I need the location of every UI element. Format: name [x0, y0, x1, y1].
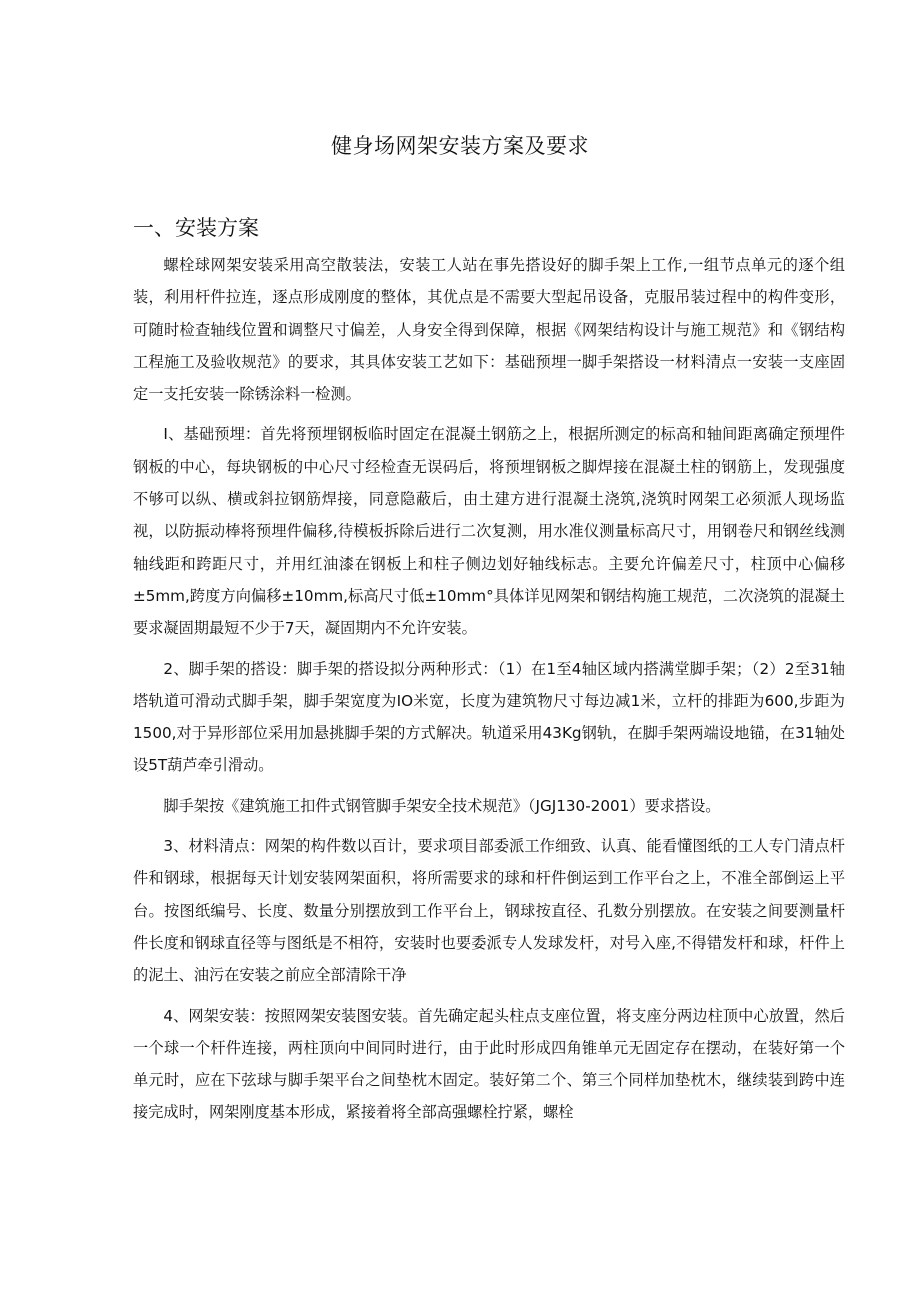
section-heading: 一、安装方案 [133, 216, 259, 240]
document-body [133, 249, 845, 1129]
paragraph-scaffold-standard: 脚手架按《建筑施工扣件式钢管脚手架安全技术规范》（JGJ130-2001）要求搭设。 [163, 796, 721, 815]
paragraph-foundation: I、基础预埋：首先将预埋钢板临时固定在混凝土钢筋之上，根据所测定的标高和轴间距离确定预埋件钢板的中心，每块钢板的中心尺寸经检查无误码后，将预埋钢板之脚焊接在混凝土柱的钢筋上，发现强度不够可以纵、横或斜拉钢筋焊接，同意隐蔽后，由土建方进行混凝土浇筑,浇筑时网架工必须派人现场监视，以防振动棒将预埋件偏移,待模板拆除后进行二次复测，用水准仪测量标高尺寸，用钢卷尺和钢丝线测轴线距和跨距尺寸，并用红油漆在钢板上和柱子侧边划好轴线标志。主要允许偏差尺寸，柱顶中心偏移±5mm,跨度方向偏移±10mm,标高尺寸低±10mm°具体详见网架和钢结构施工规范，二次浇筑的混凝土要求凝固期最短不少于7天，凝固期内不允许安装。 [133, 425, 845, 638]
paragraph-installation: 4、网架安装：按照网架安装图安装。首先确定起头柱点支座位置，将支座分两边柱顶中心放置，然后一个球一个杆件连接，两柱顶向中间同时进行，由于此时形成四角锥单元无固定存在摆动，在装好第一个单元时，应在下弦球与脚手架平台之间垫枕木固定。装好第二个、第三个同样加垫枕木，继续装到跨中连接完成时，网架刚度基本形成，紧接着将全部高强螺栓拧紧，螺栓 [133, 1006, 845, 1122]
document-title: 健身场网架安装方案及要求 [331, 134, 589, 158]
paragraph-intro: 螺栓球网架安装采用高空散装法，安装工人站在事先搭设好的脚手架上工作,一组节点单元的逐个组装，利用杆件拉连，逐点形成刚度的整体，其优点是不需要大型起吊设备，克服吊装过程中的构件变形，可随时检查轴线位置和调整尺寸偏差，人身安全得到保障，根据《网架结构设计与施工规范》和《钢结构工程施工及验收规范》的要求，其具体安装工艺如下：基础预埋一脚手架搭设一材料清点一安装一支座固定一支托安装一除锈涂料一检测。 [133, 256, 845, 404]
paragraph-material-check: 3、材料清点：网架的构件数以百计，要求项目部委派工作细致、认真、能看懂图纸的工人专门清点杆件和钢球，根据每天计划安装网架面积，将所需要求的球和杆件倒运到工作平台之上，不准全部倒运上平台。按图纸编号、长度、数量分别摆放到工作平台上，钢球按直径、孔数分别摆放。在安装之间要测量杆件长度和钢球直径等与图纸是不相符，安装时也要委派专人发球发杆，对号入座,不得错发杆和球，杆件上的泥土、油污在安装之前应全部清除干净 [133, 837, 845, 985]
paragraph-scaffold: 2、脚手架的搭设：脚手架的搭设拟分两种形式：（1）在1至4轴区域内搭满堂脚手架；（2）2至31轴塔轨道可滑动式脚手架，脚手架宽度为IO米宽，长度为建筑物尺寸每边减1米，立杆的排距为600,步距为1500,对于异形部位采用加悬挑脚手架的方式解决。轨道采用43Kg钢轨，在脚手架两端设地锚，在31轴处设5T葫芦牵引滑动。 [133, 659, 845, 775]
